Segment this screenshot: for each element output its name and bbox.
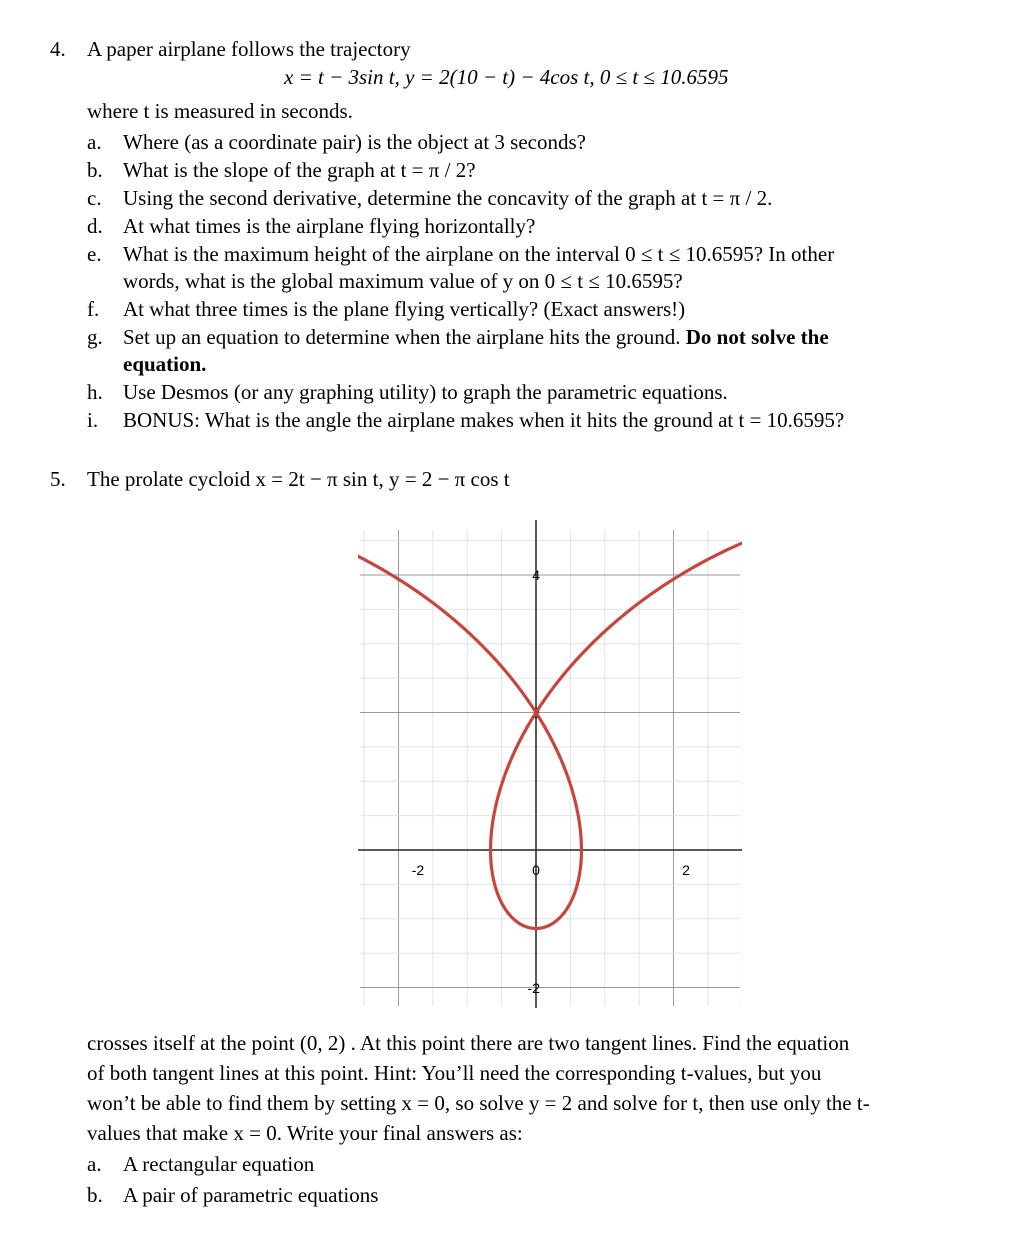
y-tick-label: -2 xyxy=(527,980,540,996)
problem-5-para-line4: values that make x = 0. Write your final answers as: xyxy=(87,1121,523,1145)
item-4c-label: c. xyxy=(87,186,102,210)
problem-4-number: 4. xyxy=(50,37,66,61)
item-5b-text: A pair of parametric equations xyxy=(123,1183,379,1207)
item-5a-text: A rectangular equation xyxy=(123,1152,315,1176)
problem-5-para-line3: won’t be able to find them by setting x = 0, so solve y = 2 and solve for t, then use only the t- xyxy=(87,1091,870,1115)
item-5b-label: b. xyxy=(87,1183,103,1207)
item-4h-label: h. xyxy=(87,380,103,404)
axes xyxy=(358,520,742,1008)
item-4a-text: Where (as a coordinate pair) is the object at 3 seconds? xyxy=(123,130,586,154)
item-4b-text: What is the slope of the graph at t = π / 2? xyxy=(123,158,476,182)
prolate-cycloid-graph xyxy=(358,520,742,1008)
problem-5-number: 5. xyxy=(50,467,66,491)
x-tick-label: 0 xyxy=(532,862,540,878)
item-4g-label: g. xyxy=(87,325,103,349)
item-4a-label: a. xyxy=(87,130,102,154)
item-4e-text: What is the maximum height of the airplane on the interval 0 ≤ t ≤ 10.6595? In other xyxy=(123,242,835,266)
y-tick-label: 4 xyxy=(532,567,540,583)
item-4g-bold-line2: equation. xyxy=(123,352,207,376)
item-4c-text: Using the second derivative, determine the concavity of the graph at t = π / 2. xyxy=(123,186,773,210)
item-4i-label: i. xyxy=(87,408,99,432)
problem-4-where: where t is measured in seconds. xyxy=(87,99,353,123)
problem-4-equation: x = t − 3sin t, y = 2(10 − t) − 4cos t, 0 ≤ t ≤ 10.6595 xyxy=(284,65,729,89)
item-4f-text: At what three times is the plane flying vertically? (Exact answers!) xyxy=(123,297,686,321)
problem-4-intro: A paper airplane follows the trajectory xyxy=(87,37,411,61)
x-tick-label: 2 xyxy=(682,862,690,878)
item-4e-text-line2: words, what is the global maximum value of y on 0 ≤ t ≤ 10.6595? xyxy=(123,269,683,293)
problem-5-para-line1: crosses itself at the point (0, 2) . At this point there are two tangent lines. Find the equation xyxy=(87,1031,850,1055)
item-4b-label: b. xyxy=(87,158,103,182)
x-tick-label: -2 xyxy=(411,862,425,878)
grid xyxy=(358,530,742,1008)
item-4g-text: Set up an equation to determine when the airplane hits the ground. xyxy=(123,325,686,349)
problem-5-intro: The prolate cycloid x = 2t − π sin t, y = 2 − π cos t xyxy=(87,467,510,491)
item-4g-line1 xyxy=(123,324,829,351)
item-4e-label: e. xyxy=(87,242,102,266)
y-tick-label: 2 xyxy=(532,705,540,721)
item-4d-label: d. xyxy=(87,214,103,238)
item-4d-text: At what times is the airplane flying horizontally? xyxy=(123,214,536,238)
problem-5-para-line2: of both tangent lines at this point. Hint: You’ll need the corresponding t-values, but you xyxy=(87,1061,822,1085)
item-4i-text: BONUS: What is the angle the airplane makes when it hits the ground at t = 10.6595? xyxy=(123,408,845,432)
item-4g-bold: Do not solve the xyxy=(685,325,829,349)
item-5a-label: a. xyxy=(87,1152,102,1176)
item-4f-label: f. xyxy=(87,297,100,321)
item-4h-text: Use Desmos (or any graphing utility) to graph the parametric equations. xyxy=(123,380,728,404)
